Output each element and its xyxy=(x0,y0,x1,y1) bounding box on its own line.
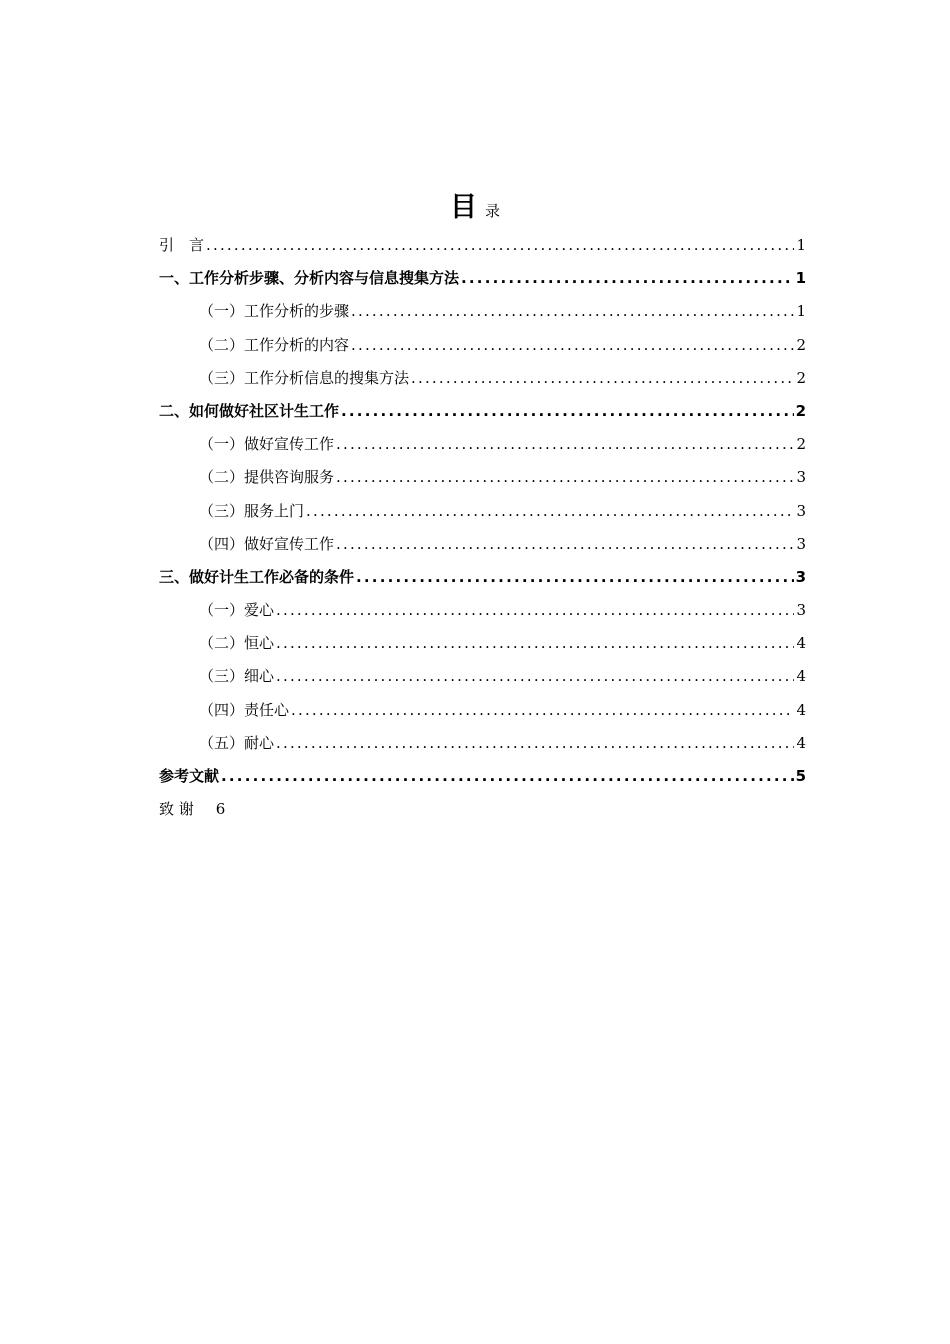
toc-entry-section-1-2[interactable] xyxy=(159,329,806,362)
toc-dot-leader xyxy=(411,362,794,395)
toc-entry-label: 一、工作分析步骤、分析内容与信息搜集方法 xyxy=(159,269,460,288)
toc-dot-leader xyxy=(276,727,794,760)
toc-entry-section-2-4[interactable] xyxy=(159,528,806,561)
toc-page-number: 4 xyxy=(796,667,806,686)
toc-entry-section-3-2[interactable] xyxy=(159,627,806,660)
toc-page-number: 3 xyxy=(796,468,806,487)
toc-page-number: 1 xyxy=(796,236,806,254)
toc-dot-leader xyxy=(221,760,794,793)
toc-page-number: 3 xyxy=(796,534,806,553)
toc-dot-leader xyxy=(206,229,794,262)
toc-dot-leader xyxy=(336,428,794,461)
toc-page-number: 3 xyxy=(796,601,806,620)
toc-entry-acknowledgements[interactable] xyxy=(159,793,806,826)
toc-entry-label: （三）服务上门 xyxy=(199,501,305,520)
toc-page-number: 3 xyxy=(796,501,806,520)
toc-page-number: 2 xyxy=(796,368,806,387)
toc-entry-section-3-4[interactable] xyxy=(159,694,806,727)
toc-entry-label: （五）耐心 xyxy=(199,733,275,752)
toc-entry-label: 参考文献 xyxy=(159,767,220,785)
toc-title-main: 目 xyxy=(449,192,477,223)
toc-entry-label: （一）爱心 xyxy=(199,601,275,620)
toc-entry-label: （三）工作分析信息的搜集方法 xyxy=(199,368,410,387)
toc-page-number: 4 xyxy=(796,634,806,653)
toc-list xyxy=(159,229,806,826)
toc-entry-label: （二）提供咨询服务 xyxy=(199,468,335,487)
toc-dot-leader xyxy=(351,329,794,362)
toc-dot-leader xyxy=(276,660,794,693)
toc-entry-section-2-1[interactable] xyxy=(159,428,806,461)
toc-entry-section-2-3[interactable] xyxy=(159,495,806,528)
toc-dot-leader xyxy=(291,694,794,727)
toc-entry-label: （一）做好宣传工作 xyxy=(199,435,335,454)
toc-entry-label: （二）恒心 xyxy=(199,634,275,653)
toc-dot-leader xyxy=(461,262,794,295)
toc-page-number: 1 xyxy=(795,269,806,288)
toc-entry-section-3-5[interactable] xyxy=(159,727,806,760)
toc-entry-chapter-2[interactable] xyxy=(159,395,806,428)
toc-page-number: 2 xyxy=(795,401,806,420)
toc-page-number: 3 xyxy=(795,567,806,586)
toc-entry-label: 三、做好计生工作必备的条件 xyxy=(159,567,355,586)
toc-page-number: 2 xyxy=(796,335,806,354)
toc-entry-label: 致 谢 xyxy=(159,800,194,819)
toc-dot-leader xyxy=(336,528,794,561)
toc-dot-leader xyxy=(356,561,794,594)
toc-page-number: 2 xyxy=(796,435,806,454)
toc-dot-leader xyxy=(276,594,794,627)
toc-entry-section-2-2[interactable] xyxy=(159,461,806,494)
toc-entry-intro[interactable] xyxy=(159,229,806,262)
toc-entry-label: （一）工作分析的步骤 xyxy=(199,302,350,321)
toc-entry-chapter-3[interactable] xyxy=(159,561,806,594)
toc-entry-label: （二）工作分析的内容 xyxy=(199,335,350,354)
toc-entry-section-3-1[interactable] xyxy=(159,594,806,627)
toc-page-number: 5 xyxy=(795,767,806,785)
toc-entry-section-1-3[interactable] xyxy=(159,362,806,395)
toc-dot-leader xyxy=(336,461,794,494)
toc-entry-section-3-3[interactable] xyxy=(159,660,806,693)
toc-entry-references[interactable] xyxy=(159,760,806,793)
toc-entry-label: 二、如何做好社区计生工作 xyxy=(159,401,340,420)
toc-page-number: 4 xyxy=(796,733,806,752)
toc-dot-leader xyxy=(351,295,794,328)
toc-page-number: 1 xyxy=(796,302,806,321)
toc-dot-leader xyxy=(276,627,794,660)
toc-entry-label: （四）责任心 xyxy=(199,700,290,719)
toc-dot-leader xyxy=(341,395,794,428)
toc-title xyxy=(0,190,950,229)
toc-page-number: 6 xyxy=(215,800,226,819)
toc-page-number: 4 xyxy=(796,700,806,719)
toc-entry-label: （三）细心 xyxy=(199,667,275,686)
toc-dot-leader xyxy=(306,495,794,528)
toc-entry-label: 引 言 xyxy=(159,236,205,254)
toc-entry-chapter-1[interactable] xyxy=(159,262,806,295)
toc-title-suffix: 录 xyxy=(484,202,500,220)
toc-entry-section-1-1[interactable] xyxy=(159,295,806,328)
toc-entry-label: （四）做好宣传工作 xyxy=(199,534,335,553)
